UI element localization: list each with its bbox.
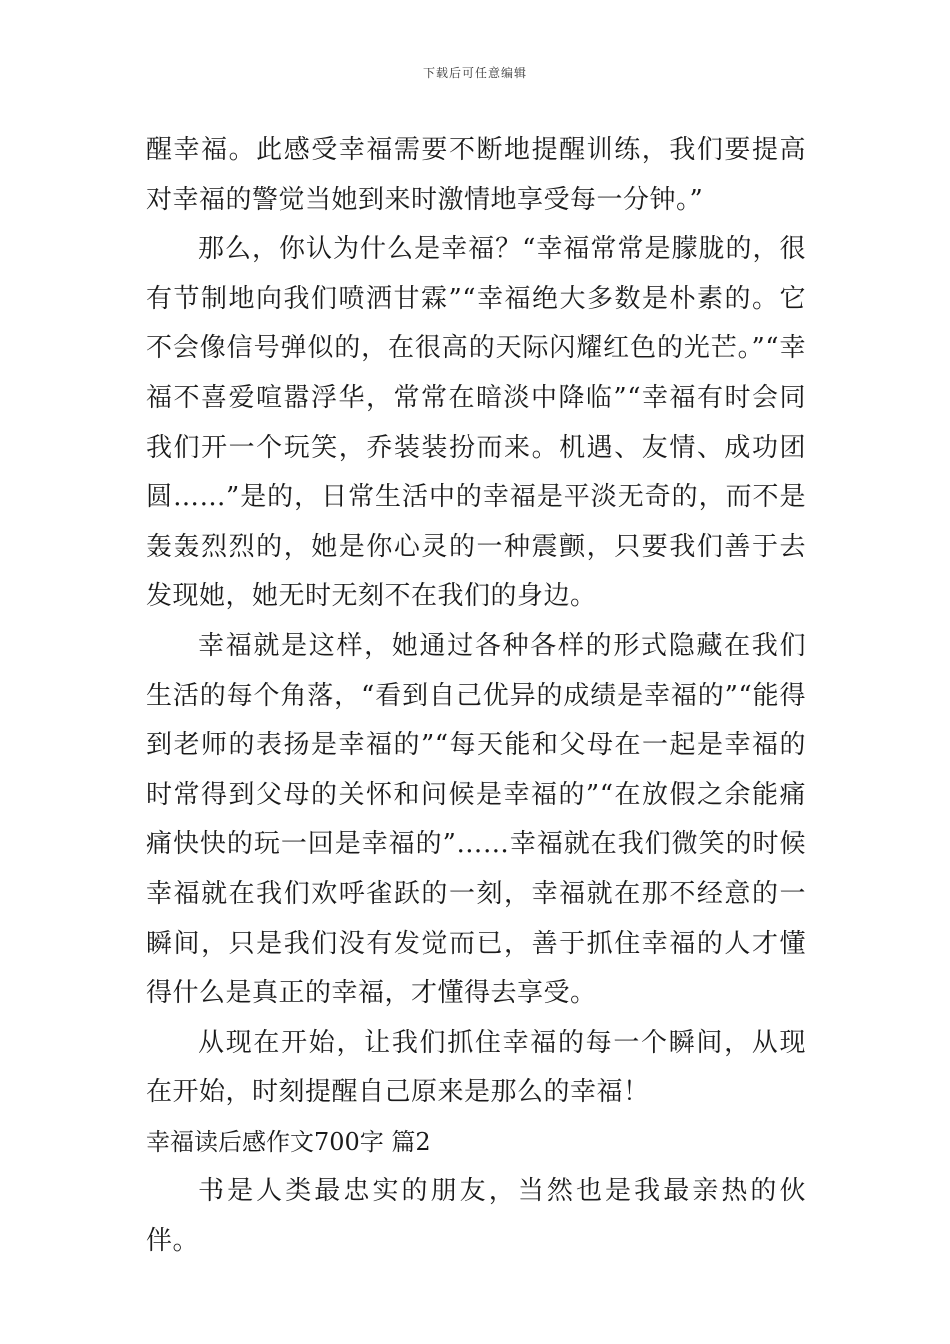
paragraph-5: 书是人类最忠实的朋友，当然也是我最亲热的伙伴。 (146, 1176, 806, 1257)
paragraph-1: 醒幸福。此感受幸福需要不断地提醒训练，我们要提高对幸福的警觉当她到来时激情地享受每一分钟。” (146, 135, 806, 215)
paragraph-4: 从现在开始，让我们抓住幸福的每一个瞬间，从现在开始，时刻提醒自己原来是那么的幸福！ (146, 1027, 806, 1108)
section-heading: 幸福读后感作文700字 篇2 (146, 1127, 431, 1156)
header-note: 下载后可任意编辑 (422, 66, 527, 80)
paragraph-2: 那么，你认为什么是幸福？“幸福常常是朦胧的，很有节制地向我们喷洒甘霖”“幸福绝大多数是朴素的。它不会像信号弹似的，在很高的天际闪耀红色的光芒。”“幸福不喜爱喧嚣浮华，常常在暗淡中降临”“幸福有时会同我们开一个玩笑，乔装装扮而来。机遇、友情、成功团圆……”是的，日常生活中的幸福是平淡无奇的，而不是轰轰烈烈的，她是你心灵的一种震颤，只要我们善于去发现她，她无时无刻不在我们的身边。 (146, 234, 806, 612)
body-text (146, 126, 806, 1267)
paragraph-3: 幸福就是这样，她通过各种各样的形式隐藏在我们生活的每个角落，“看到自己优异的成绩是幸福的”“能得到老师的表扬是幸福的”“每天能和父母在一起是幸福的时常得到父母的关怀和问候是幸福的”“在放假之余能痛痛快快的玩一回是幸福的”……幸福就在我们微笑的时候幸福就在我们欢呼雀跃的一刻，幸福就在那不经意的一瞬间，只是我们没有发觉而已，善于抓住幸福的人才懂得什么是真正的幸福，才懂得去享受。 (146, 630, 806, 1009)
